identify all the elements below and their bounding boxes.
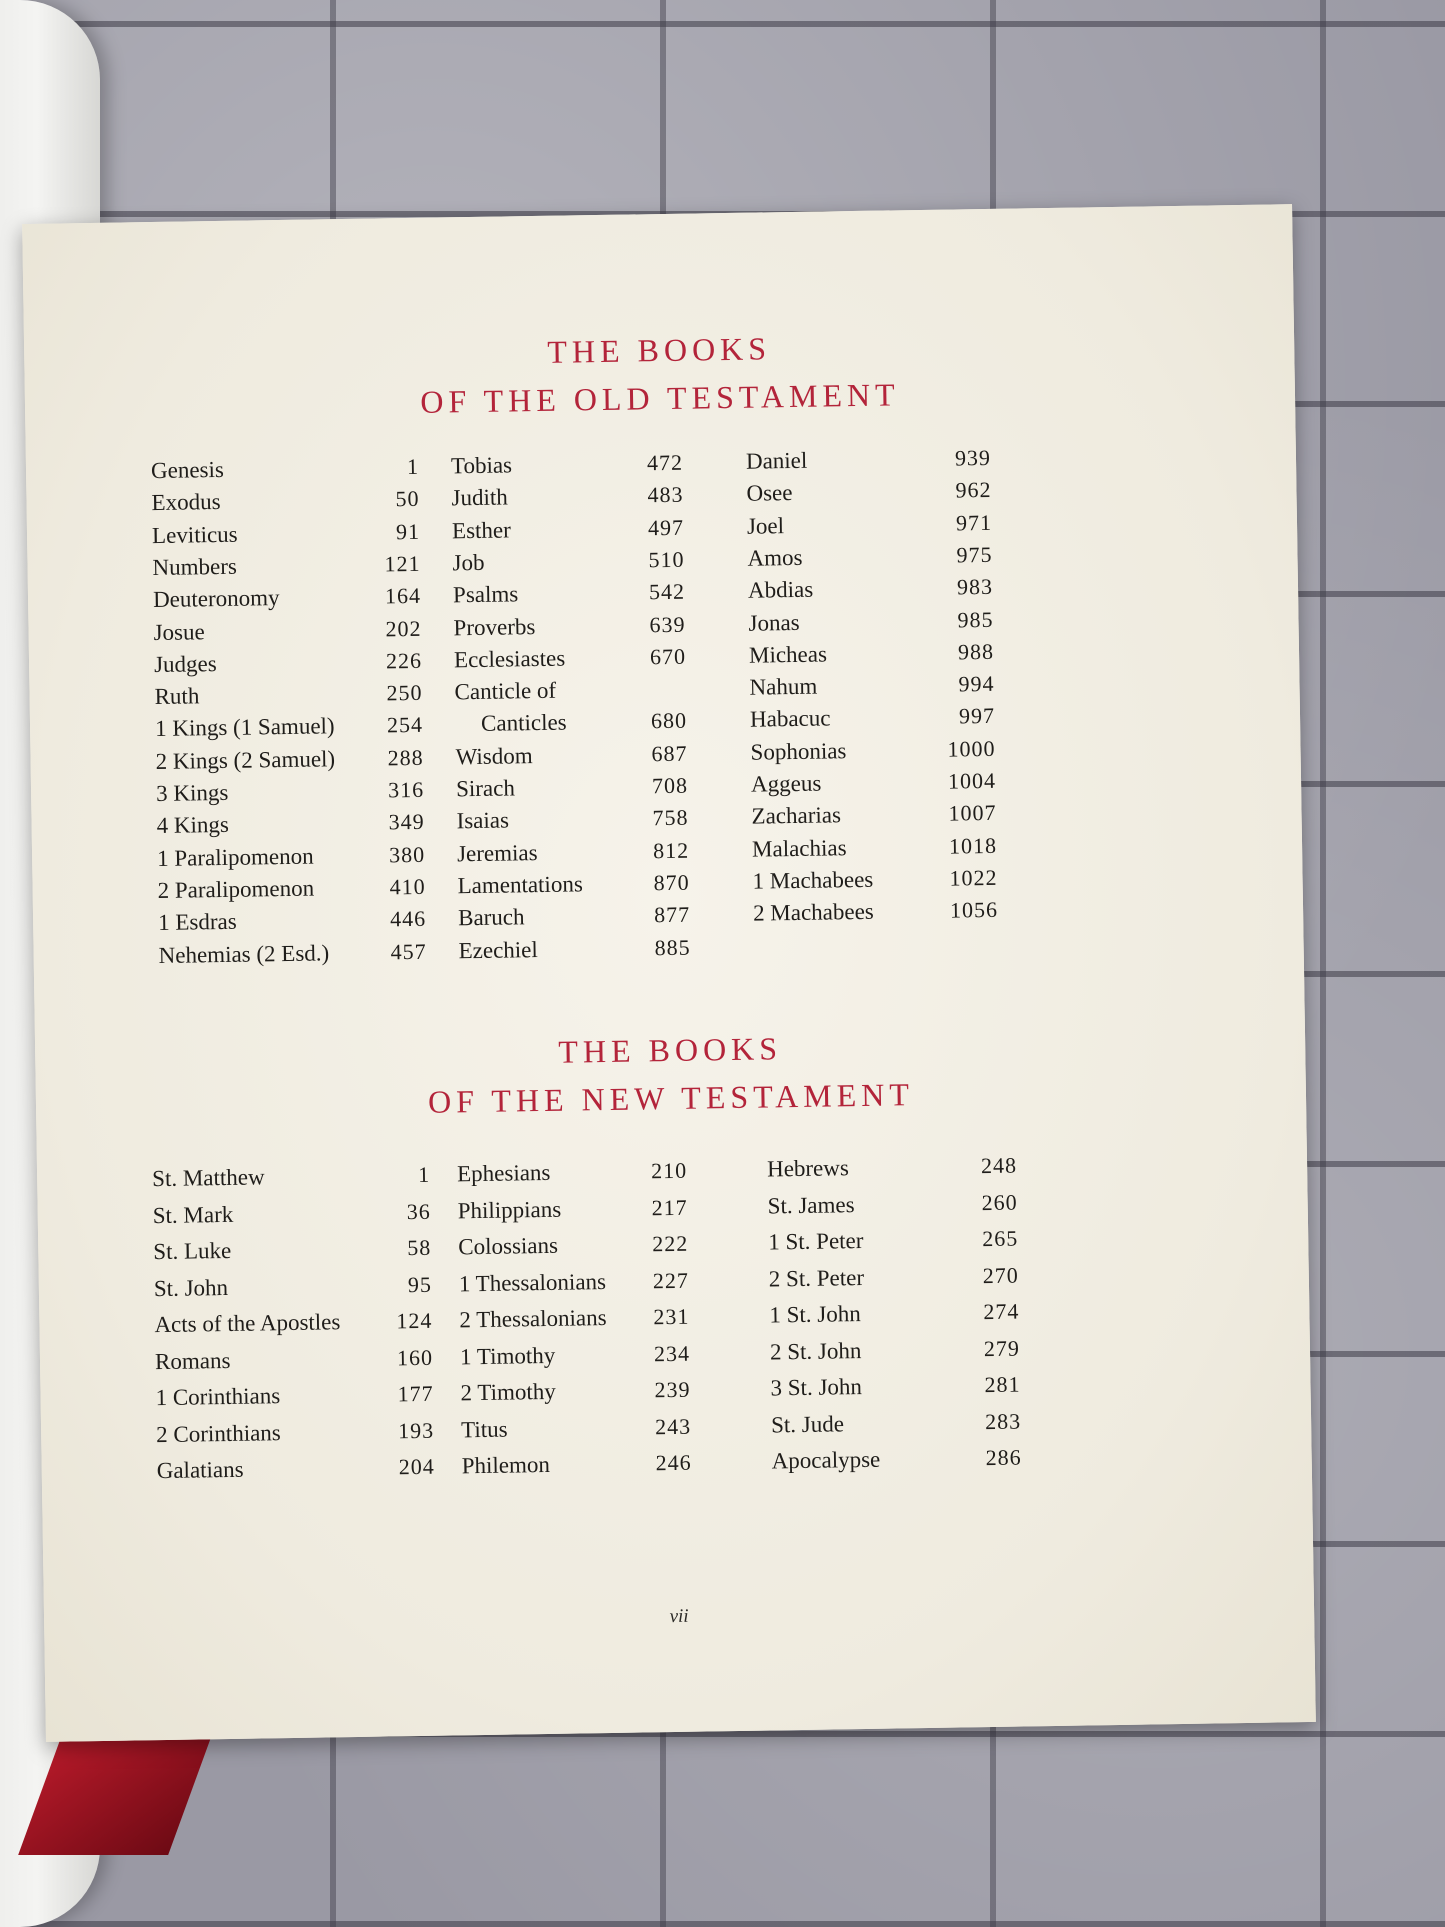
page-ref: 457 — [390, 938, 427, 964]
toc-entry — [750, 703, 995, 739]
book-name: 2 St. Peter — [768, 1264, 865, 1291]
page-ref: 234 — [653, 1340, 691, 1366]
toc-entry — [152, 551, 420, 587]
page-ref: 231 — [653, 1303, 690, 1330]
toc-entry — [458, 1231, 688, 1267]
toc-entry — [460, 1340, 690, 1376]
toc-entry — [152, 1162, 430, 1198]
book-name: 1 Paralipomenon — [156, 843, 314, 871]
toc-entry — [453, 611, 685, 647]
toc-entry — [748, 606, 993, 642]
nt-heading-line2: OF THE NEW TESTAMENT — [427, 1076, 915, 1120]
toc-entry — [457, 1158, 687, 1194]
page-ref: 217 — [651, 1194, 688, 1220]
ot-heading-line2: OF THE OLD TESTAMENT — [420, 376, 900, 420]
page-ref: 1000 — [947, 735, 996, 762]
toc-entry — [753, 897, 998, 933]
page-ref: 286 — [985, 1444, 1022, 1471]
page-ref: 997 — [958, 703, 996, 729]
book-name: Amos — [747, 544, 803, 571]
page-ref: 758 — [652, 804, 689, 831]
page-ref: 985 — [957, 606, 994, 632]
toc-entry — [749, 671, 994, 707]
page-ref: 243 — [654, 1413, 692, 1439]
toc-entry — [767, 1153, 1017, 1189]
page-ref: 1018 — [948, 832, 998, 859]
book-name: Aggeus — [750, 770, 822, 797]
book-name: Judges — [153, 650, 217, 677]
book-name: 2 Timothy — [460, 1378, 557, 1406]
toc-entry — [768, 1226, 1018, 1262]
toc-entry — [153, 1235, 431, 1271]
toc-entry — [456, 805, 688, 841]
toc-entry — [155, 712, 423, 748]
book-name: Daniel — [745, 447, 808, 474]
nt-heading-line1: THE BOOKS — [558, 1030, 783, 1070]
book-name: Numbers — [152, 553, 238, 580]
book-name: Jeremias — [456, 839, 538, 866]
book-name: Canticles — [480, 709, 567, 737]
page-ref: 265 — [982, 1225, 1019, 1252]
book-name: Micheas — [748, 641, 828, 668]
toc-entry — [454, 643, 686, 679]
book-name: Acts of the Apostles — [154, 1309, 341, 1338]
page-ref: 283 — [984, 1408, 1022, 1434]
book-name: 1 Corinthians — [155, 1383, 281, 1411]
toc-entry — [155, 745, 423, 781]
book-name: 1 Esdras — [157, 908, 237, 936]
page-ref: 121 — [384, 550, 421, 577]
toc-entry — [154, 648, 422, 684]
book-name: Galatians — [156, 1456, 244, 1484]
toc-entry — [455, 708, 687, 744]
book-name: Wisdom — [455, 742, 533, 770]
page-ref: 708 — [651, 772, 689, 799]
page-ref: 50 — [395, 486, 420, 512]
toc-entry — [457, 837, 689, 873]
toc-entry — [156, 1417, 434, 1453]
toc-entry — [746, 477, 991, 513]
page-ref: 994 — [958, 670, 995, 697]
page-ref: 670 — [649, 643, 687, 670]
page-ref: 971 — [955, 509, 993, 536]
book-name: St. Mark — [152, 1201, 234, 1228]
toc-entry — [452, 547, 684, 583]
book-name: Jonas — [748, 609, 800, 636]
toc-entry — [158, 938, 426, 974]
book-name: Ruth — [154, 683, 200, 710]
toc-entry — [747, 509, 992, 545]
toc-entry — [767, 1189, 1017, 1225]
toc-entry — [459, 1267, 689, 1303]
book-name: St. James — [767, 1191, 855, 1218]
page-ref: 250 — [386, 679, 423, 706]
book-name: Ezechiel — [458, 936, 538, 963]
book-name: Zacharias — [751, 802, 842, 829]
page-ref: 446 — [389, 905, 427, 932]
book-name: 2 Machabees — [752, 898, 874, 926]
page-ref: 1056 — [949, 897, 999, 923]
book-name: Genesis — [150, 456, 225, 484]
book-name: 1 St. Peter — [768, 1227, 864, 1255]
toc-entry — [769, 1299, 1019, 1335]
page-ref: 983 — [956, 574, 994, 600]
book-name: Abdias — [747, 576, 814, 603]
toc-entry — [151, 454, 419, 490]
page-ref: 542 — [648, 578, 686, 605]
toc-entry — [771, 1445, 1021, 1481]
book-name: Nahum — [749, 673, 818, 700]
page-ref: 193 — [397, 1417, 435, 1443]
book-name: Habacuc — [749, 705, 831, 733]
page-ref: 204 — [398, 1453, 435, 1480]
page-number: vii — [669, 1605, 689, 1628]
page-ref: 124 — [396, 1307, 433, 1334]
toc-entry — [155, 1381, 433, 1417]
page-ref: 639 — [649, 611, 686, 637]
toc-entry — [153, 615, 421, 651]
toc-entry — [771, 1408, 1021, 1444]
page-ref: 410 — [389, 873, 426, 900]
toc-entry — [751, 768, 996, 804]
toc-entry — [752, 832, 997, 868]
toc-entry — [456, 773, 688, 809]
toc-entry — [453, 579, 685, 615]
toc-entry — [157, 841, 425, 877]
book-name: 1 Machabees — [752, 866, 874, 894]
page-ref: 239 — [654, 1376, 691, 1403]
toc-entry — [455, 740, 687, 776]
toc-entry — [752, 865, 997, 901]
book-name: Job — [452, 549, 485, 576]
page-ref: 497 — [647, 514, 685, 540]
page-ref: 160 — [396, 1344, 434, 1370]
book-name: Baruch — [457, 904, 525, 931]
toc-entry — [461, 1413, 691, 1449]
page-ref: 885 — [654, 934, 691, 960]
toc-entry — [154, 1308, 432, 1344]
page-ref: 988 — [957, 638, 995, 665]
toc-entry — [157, 874, 425, 910]
toc-entry — [155, 1344, 433, 1380]
book-name: Exodus — [151, 489, 221, 516]
page-ref: 1 — [417, 1161, 431, 1187]
book-name: 2 Corinthians — [155, 1419, 281, 1447]
toc-entry — [746, 445, 991, 481]
book-name: 1 Thessalonians — [458, 1268, 607, 1296]
toc-entry — [152, 518, 420, 554]
toc-entry — [750, 736, 995, 772]
page-ref: 380 — [388, 841, 426, 867]
book-name: Romans — [154, 1347, 231, 1374]
book-name: 2 St. John — [769, 1337, 862, 1364]
book-name: 4 Kings — [156, 812, 230, 839]
book-name: 1 St. John — [769, 1301, 861, 1328]
book-name: St. Jude — [770, 1410, 845, 1437]
book-name: Joel — [746, 512, 785, 539]
book-name: Leviticus — [151, 521, 238, 548]
page-ref: 226 — [385, 647, 423, 674]
page-ref: 472 — [646, 449, 684, 476]
toc-entry — [153, 1198, 431, 1234]
page-ref: 1 — [406, 453, 420, 480]
toc-entry — [769, 1262, 1019, 1298]
page-ref: 248 — [980, 1152, 1018, 1179]
toc-entry — [747, 542, 992, 578]
page-ref: 510 — [648, 546, 685, 573]
book-name: Sophonias — [750, 737, 847, 765]
page-ref: 95 — [407, 1271, 433, 1297]
book-name: 2 Paralipomenon — [157, 875, 315, 903]
book-name: 2 Thessalonians — [459, 1305, 607, 1333]
book-name: 2 Kings (2 Samuel) — [155, 745, 336, 774]
page-ref: 246 — [655, 1449, 692, 1476]
toc-entry — [156, 777, 424, 813]
page-ref: 36 — [406, 1198, 431, 1224]
toc-entry — [458, 934, 690, 970]
toc-entry — [770, 1335, 1020, 1371]
book-name: Nehemias (2 Esd.) — [158, 939, 330, 968]
book-name: 3 St. John — [770, 1374, 863, 1401]
book-name: St. John — [153, 1274, 229, 1301]
book-name: Esther — [451, 517, 511, 543]
page-ref: 870 — [653, 869, 690, 896]
page-ref: 288 — [387, 744, 424, 771]
page-ref: 975 — [956, 541, 993, 568]
contents-page — [22, 204, 1316, 1742]
page-ref: 483 — [647, 482, 684, 508]
page-ref: 279 — [983, 1335, 1021, 1361]
toc-entry — [457, 870, 689, 906]
book-name: Osee — [746, 480, 793, 507]
ot-heading-line1: THE BOOKS — [547, 330, 772, 370]
toc-entry — [452, 514, 684, 550]
book-name: Deuteronomy — [152, 585, 280, 613]
book-name: Apocalypse — [771, 1446, 881, 1474]
book-name: Sirach — [455, 775, 516, 802]
toc-entry — [154, 680, 422, 716]
page-ref: 270 — [982, 1262, 1019, 1288]
toc-entry — [156, 809, 424, 845]
toc-entry — [458, 902, 690, 938]
book-name: Malachias — [751, 834, 847, 862]
page-ref: 316 — [387, 776, 425, 803]
page-ref: 877 — [653, 901, 691, 928]
book-name: Isaias — [456, 807, 510, 834]
book-name: 1 Timothy — [459, 1342, 556, 1369]
page-ref: 260 — [981, 1189, 1018, 1215]
book-name: Proverbs — [453, 613, 536, 640]
toc-entry — [748, 574, 993, 610]
toc-entry — [458, 1194, 688, 1230]
toc-entry — [459, 1304, 689, 1340]
book-name: Judith — [451, 484, 508, 511]
page-ref: 1022 — [949, 864, 998, 891]
toc-entry — [451, 482, 683, 518]
book-name: Philippians — [457, 1196, 562, 1223]
book-name: Ecclesiastes — [453, 645, 566, 673]
book-name: St. Matthew — [151, 1164, 265, 1192]
page-ref: 1007 — [948, 800, 997, 826]
page-ref: 812 — [652, 837, 690, 863]
page-ref: 680 — [650, 708, 688, 734]
book-name: Titus — [460, 1416, 508, 1442]
book-name: Ephesians — [456, 1159, 551, 1187]
toc-entry — [151, 486, 419, 522]
toc-entry — [154, 1271, 432, 1307]
page-ref: 91 — [395, 518, 421, 544]
page-ref: 281 — [984, 1371, 1021, 1398]
page-ref: 177 — [397, 1380, 434, 1407]
book-name: Lamentations — [457, 871, 583, 899]
page-ref: 58 — [407, 1234, 432, 1261]
toc-entry — [751, 800, 996, 836]
page-ref: 939 — [954, 444, 992, 471]
page-ref: 210 — [650, 1157, 688, 1184]
toc-entry — [153, 583, 421, 619]
toc-entry — [451, 450, 683, 486]
page-ref: 227 — [652, 1267, 690, 1293]
toc-entry — [749, 639, 994, 675]
page-ref: 962 — [955, 477, 992, 503]
book-name: Hebrews — [766, 1155, 850, 1182]
page-ref: 164 — [384, 583, 422, 609]
toc-entry — [462, 1450, 692, 1486]
book-name: 1 Kings (1 Samuel) — [154, 713, 335, 742]
toc-entry — [158, 906, 426, 942]
book-name: Colossians — [458, 1232, 559, 1260]
page-ref: 202 — [385, 615, 422, 641]
book-name: Philemon — [461, 1451, 551, 1479]
toc-entry — [454, 676, 686, 712]
book-name: Psalms — [452, 581, 519, 608]
book-name: Tobias — [450, 452, 513, 479]
book-name: Canticle of — [454, 677, 557, 705]
page-ref: 254 — [386, 712, 424, 738]
page-ref: 274 — [983, 1298, 1020, 1325]
book-name: St. Luke — [153, 1237, 232, 1265]
toc-entry — [460, 1377, 690, 1413]
toc-entry — [770, 1372, 1020, 1408]
page-ref: 349 — [388, 809, 425, 835]
page-ref: 687 — [651, 740, 688, 766]
page-ref: 222 — [652, 1230, 689, 1257]
page-ref: 1004 — [947, 767, 997, 794]
book-name: 3 Kings — [155, 779, 229, 807]
book-name: Josue — [153, 618, 205, 645]
toc-entry — [157, 1454, 435, 1490]
